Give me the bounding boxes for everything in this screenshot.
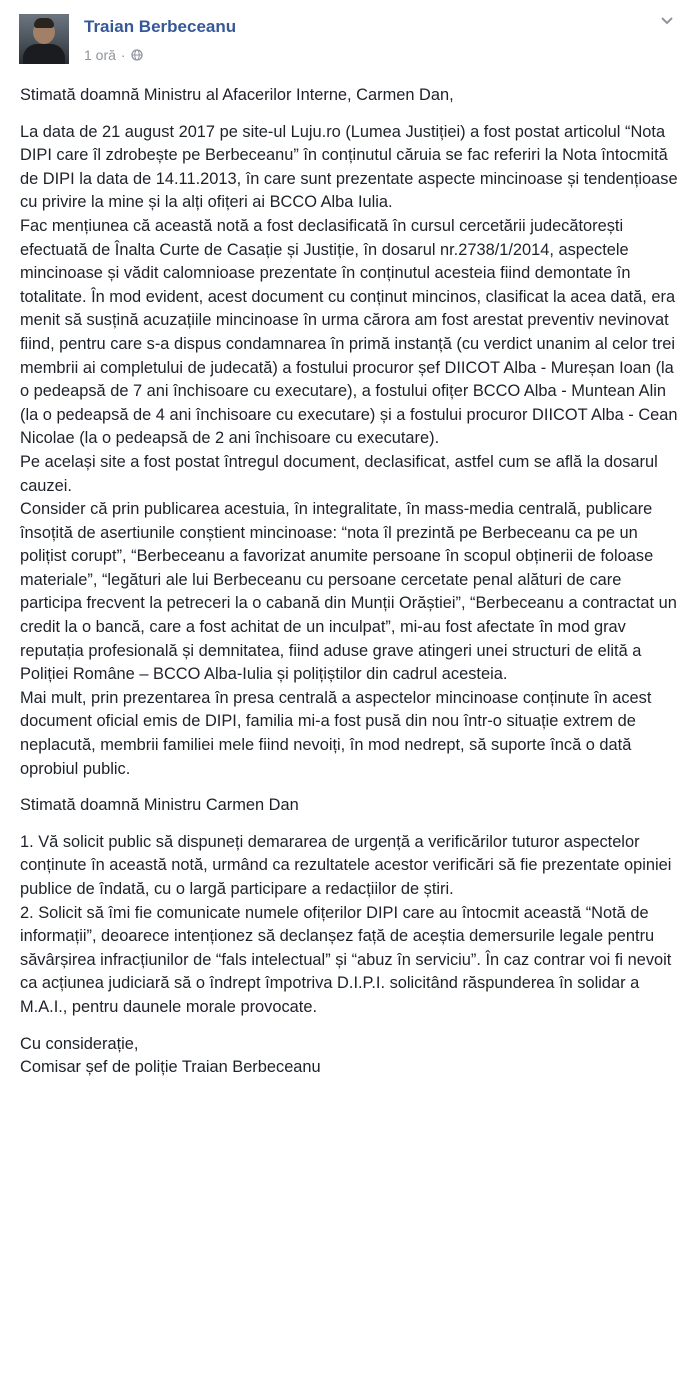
post-timestamp[interactable]: 1 oră [84,47,116,63]
avatar-body-shape [23,44,65,64]
paragraph-2: Fac mențiunea că această notă a fost declasificată în cursul cercetării judecătorești efectuată de Înalta Curte de Casație și Justiție, în dosarul nr.2738/1/2014, aspectele mincinoase și vădit calomnioase prezentate în conținutul acesteia fiind demontate în totalitate. În mod evident, acest document cu conținut mincinos, clasificat la acea dată, era menit să susțină acuzațiile mincinoase în urma cărora am fost arestat preventiv nevinovat fiind, pentru care s-a dispus condamnarea în primă instanță (cu verdict unanim al celor trei membrii ai completului de judecată) a fostului procuror șef DIICOT Alba - Mureșan Ioan (la o pedeapsă de 7 ani închisoare cu executare), a fostului ofițer BCCO Alba - Muntean Alin (la o pedeapsă de 4 ani închisoare cu executare) și a fostului procuror DIICOT Alba - Cean Nicolae (la o pedeapsă de 2 ani închisoare cu executare). [20,216,678,448]
paragraph-4: Consider că prin publicarea acestuia, în integralitate, în mass-media centrală, publicare însoțită de asertiunile conștient mincinoase: “nota îl prezintă pe Berbeceanu ca pe un polițist corupt”, “Berbeceanu a favorizat anumite persoane în scopul obținerii de foloase materiale”, “legături ale lui Berbeceanu cu persoane cercetate penal alături de care participa frecvent la petreceri la o cabană din Munții Orăștiei”, “Berbeceanu a contractat un credit la o bancă, care a fost achitat de un inculpat”, mi-au fost afectate în mod grav reputația profesională și demnitatea, fiind aduse grave atingeri unei structuri de elită a Poliției Române – BCCO Alba-Iulia și polițiștilor din cadrul acesteia. [20,500,677,684]
greeting: Stimată doamnă Ministru al Afacerilor Interne, Carmen Dan, [20,86,454,104]
post-header [0,0,700,80]
chevron-down-icon[interactable] [660,16,674,26]
request-1: 1. Vă solicit public să dispuneți demararea de urgență a verificărilor tuturor aspectelor conținute în această notă, urmând ca rezultatele acestor verificări să fie prezentate opiniei publice de îndată, cu o largă participare a redacțiilor de știri. [20,832,672,898]
paragraph-3: Pe același site a fost postat întregul document, declasificat, astfel cum se află la dosarul cauzei. [20,452,658,495]
paragraph-1: La data de 21 august 2017 pe site-ul Luju.ro (Lumea Justiției) a fost postat articolul “Nota DIPI care îl zdrobește pe Berbeceanu” în conținutul căruia se fac referiri la Nota întocmită de DIPI la data de 14.11.2013, în care sunt prezentate aspecte mincinoase și tendențioase cu privire la mine și la alți ofițeri ai BCCO Alba Iulia. [20,122,678,212]
globe-icon[interactable] [131,49,143,61]
author-name-link[interactable]: Traian Berbeceanu [84,17,237,36]
salutation-2: Stimată doamnă Ministru Carmen Dan [20,796,299,815]
post-body [20,84,685,1080]
post-meta [84,47,143,63]
avatar-hair-shape [34,18,54,28]
paragraph-5: Mai mult, prin prezentarea în presa centrală a aspectelor mincinoase conținute în acest document oficial emis de DIPI, familia mi-a fost pusă din nou într-o situație extrem de neplacută, membrii familiei mele fiind nevoiți, în mod nedrept, să suporte încă o dată oprobiul public. [20,688,652,778]
avatar[interactable] [19,14,69,64]
closing: Cu considerație, [20,1034,139,1053]
meta-separator: · [120,47,126,63]
signature: Comisar șef de poliție Traian Berbeceanu [20,1058,321,1077]
request-2: 2. Solicit să îmi fie comunicate numele ofițerilor DIPI care au întocmit această “Notă de informații”, deoarece intenționez să declanșez față de aceștia demersurile legale pentru săvârșirea infracțiunilor de “fals intelectual” și “abuz în serviciu”. În caz contrar voi fi nevoit ca acțiunea judiciară să o îndrept împotriva D.I.P.I. solicitând răspunderea în solidar a M.A.I., pentru daunele morale provocate. [20,903,672,1016]
